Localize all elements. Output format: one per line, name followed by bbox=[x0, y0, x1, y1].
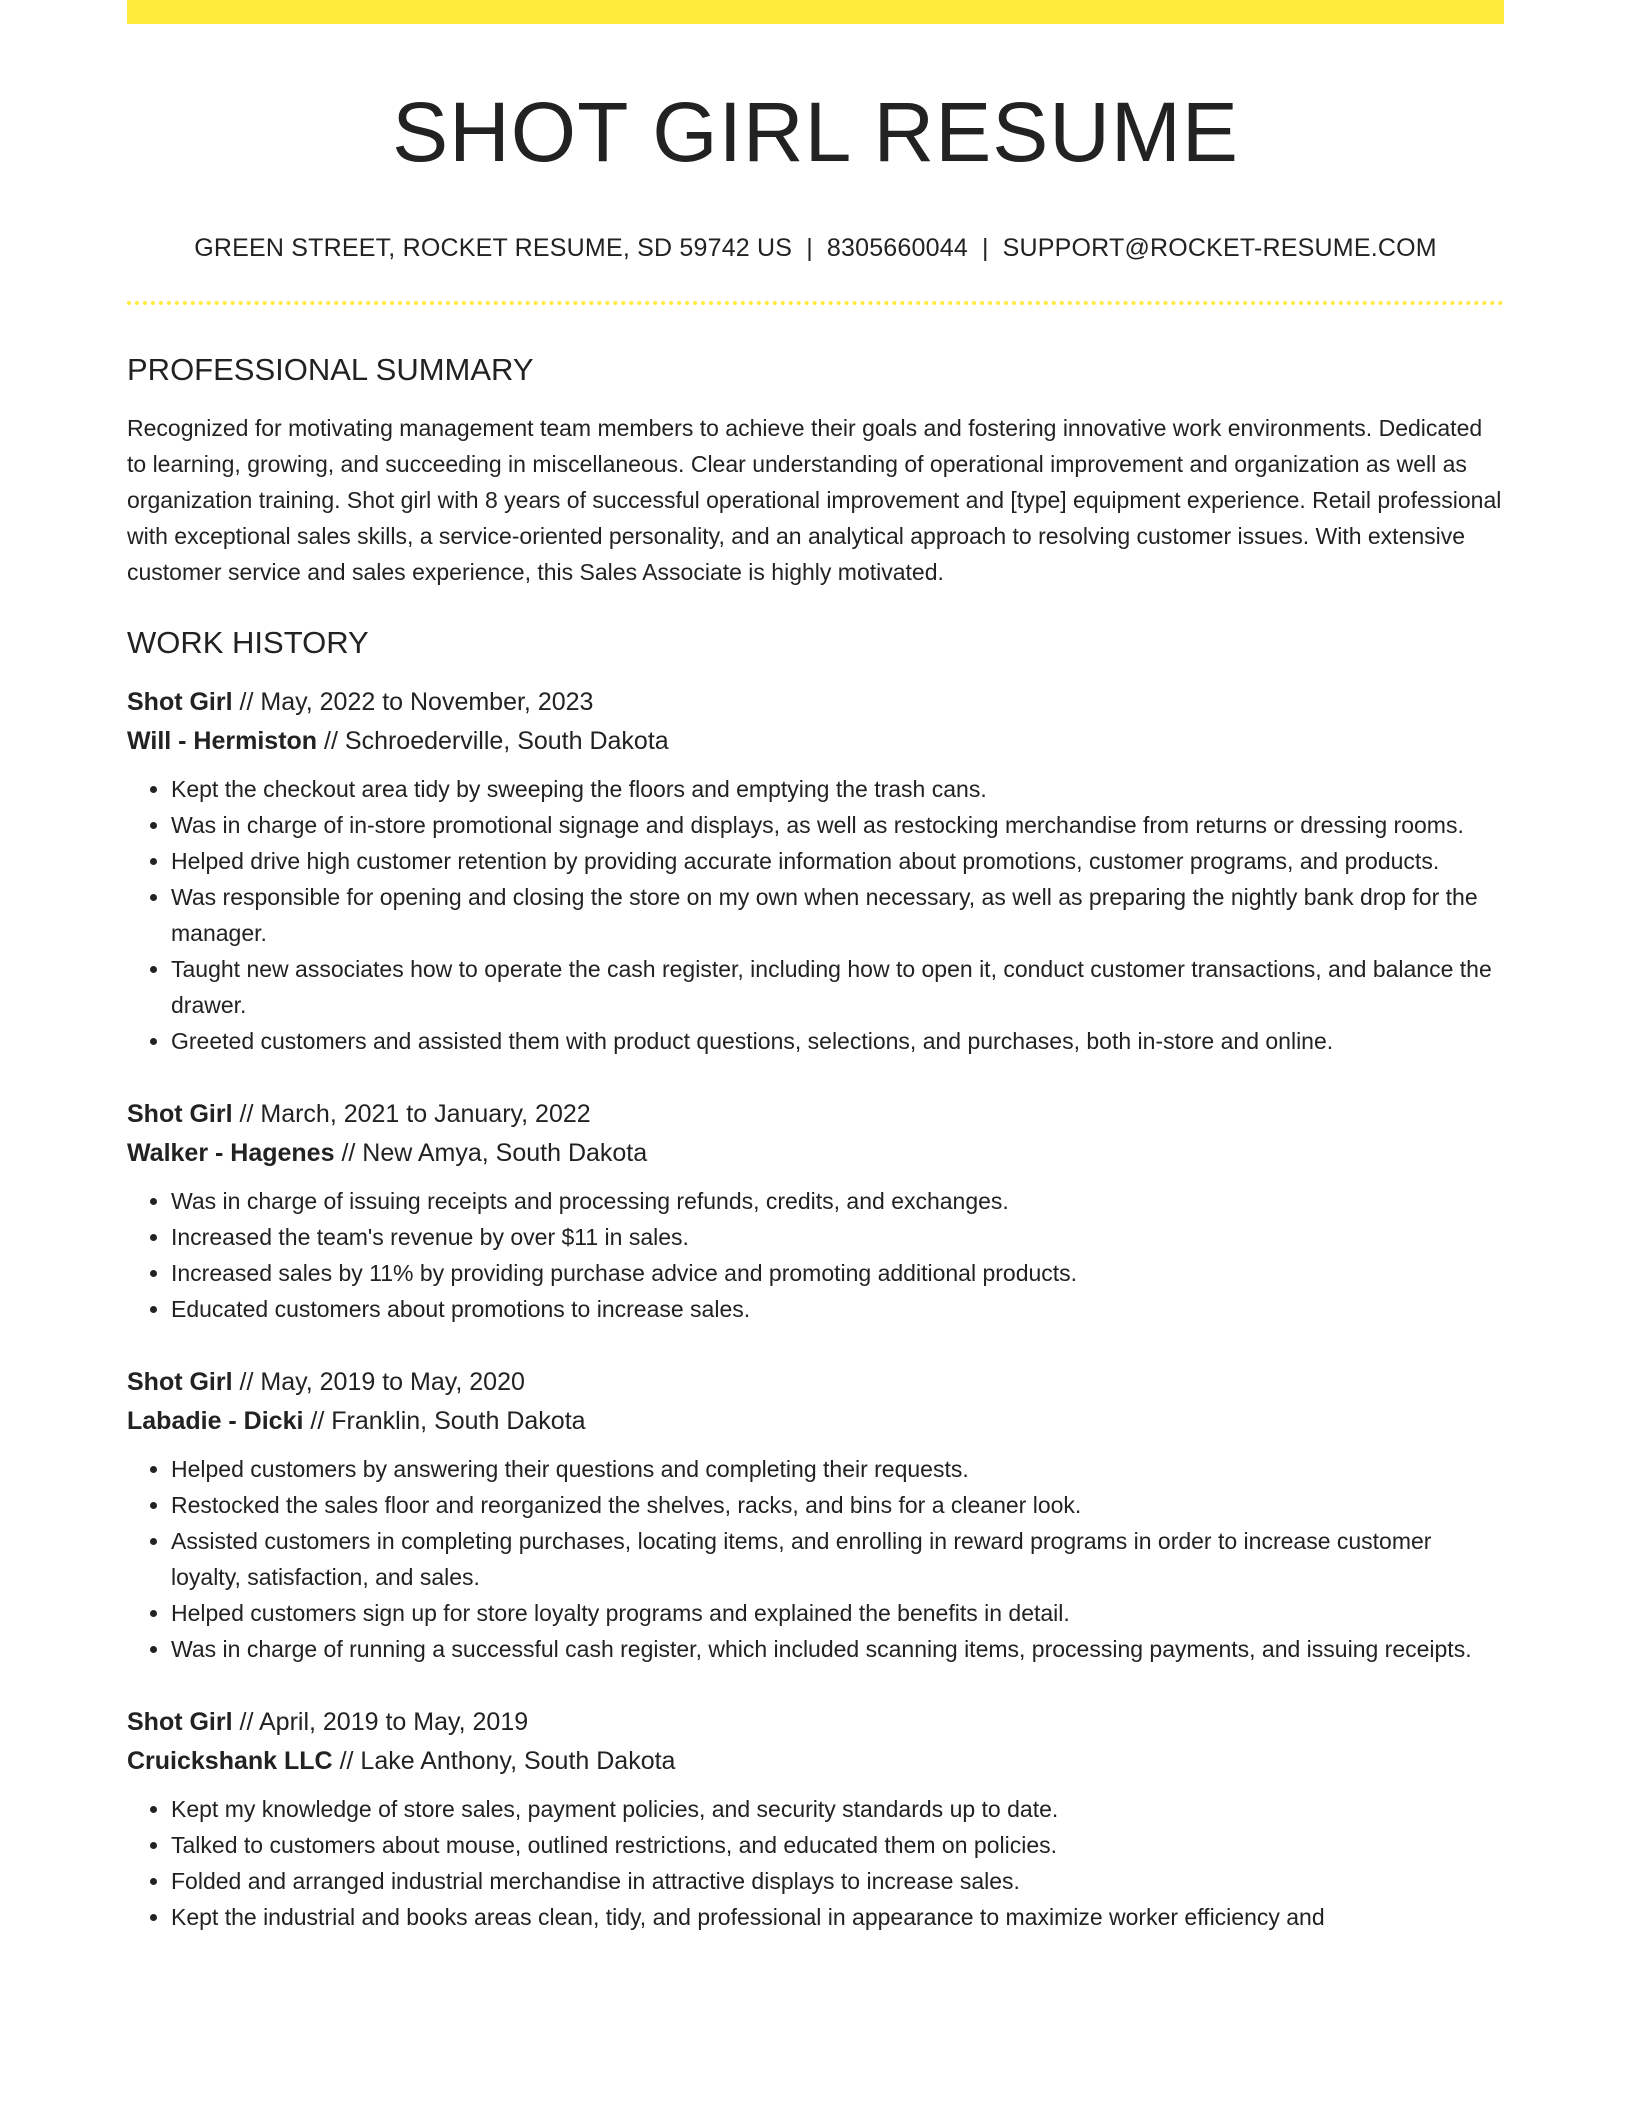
job-title-line bbox=[127, 1363, 1504, 1402]
job-entry bbox=[127, 1703, 1504, 1935]
job-duty-item: • Was in charge of in-store promotional signage and displays, as well as restocking merchandise from returns or dressing rooms. bbox=[171, 807, 1504, 843]
job-duty-item: • Helped customers sign up for store loyalty programs and explained the benefits in detail. bbox=[171, 1595, 1504, 1631]
job-duty-item: • Increased sales by 11% by providing purchase advice and promoting additional products. bbox=[171, 1255, 1504, 1291]
job-duty-item: • Was responsible for opening and closing the store on my own when necessary, as well as preparing the nightly bank drop for the manager. bbox=[171, 879, 1504, 951]
job-location: Lake Anthony, South Dakota bbox=[360, 1747, 676, 1776]
job-location: Franklin, South Dakota bbox=[331, 1407, 586, 1436]
summary-text: Recognized for motivating management team members to achieve their goals and fostering innovative work environments. Dedicated to learning, growing, and succeeding in miscellaneous. Clear understanding of operational improvement and organization as well as organization training. Shot girl with 8 years of successful operational improvement and [type] equipment experience. Retail professional with exceptional sales skills, a service-oriented personality, and an analytical approach to resolving customer issues. With extensive customer service and sales experience, this Sales Associate is highly motivated. bbox=[127, 414, 1502, 585]
job-duty-item: • Restocked the sales floor and reorganized the shelves, racks, and bins for a cleaner look. bbox=[171, 1487, 1504, 1523]
job-entry bbox=[127, 1095, 1504, 1327]
job-role: Shot Girl bbox=[127, 1368, 233, 1397]
job-duty-item: • Helped drive high customer retention by providing accurate information about promotions, customer programs, and products. bbox=[171, 843, 1504, 879]
job-duty-item: • Educated customers about promotions to increase sales. bbox=[171, 1291, 1504, 1327]
header-divider bbox=[127, 301, 1504, 305]
job-delimiter: // bbox=[239, 1100, 254, 1129]
contact-line bbox=[127, 233, 1504, 263]
job-role: Shot Girl bbox=[127, 1100, 233, 1129]
resume-page bbox=[127, 0, 1504, 1935]
job-entry bbox=[127, 1363, 1504, 1667]
job-role: Shot Girl bbox=[127, 1708, 233, 1737]
job-company: Will - Hermiston bbox=[127, 727, 318, 756]
job-delimiter: // bbox=[310, 1407, 325, 1436]
job-duties-list bbox=[127, 1791, 1504, 1935]
work-history-heading: WORK HISTORY bbox=[127, 624, 369, 660]
job-duty-item: • Kept my knowledge of store sales, payment policies, and security standards up to date. bbox=[171, 1791, 1504, 1827]
contact-address: GREEN STREET, ROCKET RESUME, SD 59742 US bbox=[194, 233, 793, 262]
job-title-line bbox=[127, 1703, 1504, 1742]
job-entry bbox=[127, 683, 1504, 1059]
job-duty-item: • Taught new associates how to operate the cash register, including how to open it, conduct customer transactions, and balance the drawer. bbox=[171, 951, 1504, 1023]
job-company-line bbox=[127, 1402, 1504, 1441]
job-company-line bbox=[127, 1134, 1504, 1173]
job-dates: March, 2021 to January, 2022 bbox=[260, 1100, 591, 1129]
job-company: Labadie - Dicki bbox=[127, 1407, 304, 1436]
top-accent-bar bbox=[127, 0, 1504, 24]
job-duty-item: • Folded and arranged industrial merchandise in attractive displays to increase sales. bbox=[171, 1863, 1504, 1899]
job-dates: April, 2019 to May, 2019 bbox=[259, 1708, 529, 1737]
resume-title: SHOT GIRL RESUME bbox=[392, 85, 1239, 179]
contact-separator: | bbox=[981, 233, 989, 262]
job-delimiter: // bbox=[324, 727, 338, 756]
contact-separator: | bbox=[806, 233, 813, 262]
job-company: Cruickshank LLC bbox=[127, 1747, 333, 1776]
contact-email: SUPPORT@ROCKET-RESUME.COM bbox=[1002, 233, 1437, 262]
job-location: New Amya, South Dakota bbox=[362, 1139, 648, 1168]
job-duty-item: • Assisted customers in completing purchases, locating items, and enrolling in reward programs in order to increase customer loyalty, satisfaction, and sales. bbox=[171, 1523, 1504, 1595]
job-duty-item: • Kept the industrial and books areas clean, tidy, and professional in appearance to maximize worker efficiency and bbox=[171, 1899, 1504, 1935]
job-delimiter: // bbox=[339, 1747, 354, 1776]
job-duty-item: • Talked to customers about mouse, outlined restrictions, and educated them on policies. bbox=[171, 1827, 1504, 1863]
job-duties-list bbox=[127, 1451, 1504, 1667]
job-location: Schroederville, South Dakota bbox=[344, 727, 669, 756]
job-role: Shot Girl bbox=[127, 688, 233, 717]
job-duty-item: • Helped customers by answering their questions and completing their requests. bbox=[171, 1451, 1504, 1487]
job-delimiter: // bbox=[239, 688, 254, 717]
contact-phone: 8305660044 bbox=[826, 233, 968, 262]
job-title-line bbox=[127, 1095, 1504, 1134]
job-duty-item: • Was in charge of issuing receipts and processing refunds, credits, and exchanges. bbox=[171, 1183, 1504, 1219]
job-duty-item: • Was in charge of running a successful cash register, which included scanning items, processing payments, and issuing receipts. bbox=[171, 1631, 1504, 1667]
job-duties-list bbox=[127, 1183, 1504, 1327]
job-duty-item: • Greeted customers and assisted them with product questions, selections, and purchases, both in-store and online. bbox=[171, 1023, 1504, 1059]
job-dates: May, 2019 to May, 2020 bbox=[260, 1368, 525, 1397]
job-delimiter: // bbox=[239, 1708, 254, 1737]
job-title-line bbox=[127, 683, 1504, 722]
job-delimiter: // bbox=[341, 1139, 356, 1168]
job-delimiter: // bbox=[239, 1368, 254, 1397]
work-history-list bbox=[127, 683, 1504, 1935]
job-company-line bbox=[127, 722, 1504, 761]
job-dates: May, 2022 to November, 2023 bbox=[260, 688, 594, 717]
job-company-line bbox=[127, 1742, 1504, 1781]
summary-heading: PROFESSIONAL SUMMARY bbox=[127, 351, 534, 387]
job-duties-list bbox=[127, 771, 1504, 1059]
job-duty-item: • Kept the checkout area tidy by sweeping the floors and emptying the trash cans. bbox=[171, 771, 1504, 807]
job-duty-item: • Increased the team's revenue by over $11 in sales. bbox=[171, 1219, 1504, 1255]
job-company: Walker - Hagenes bbox=[127, 1139, 335, 1168]
